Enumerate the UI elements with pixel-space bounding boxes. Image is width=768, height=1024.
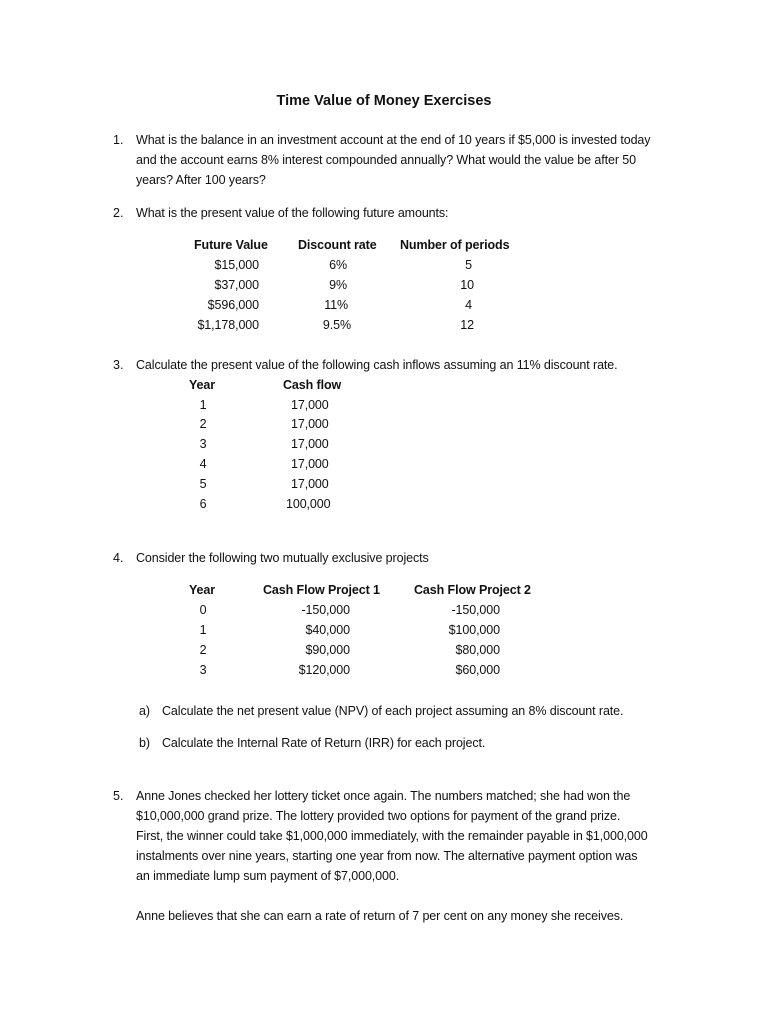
q5-line-4: instalments over nine years, starting one year from now. The alternative payment option was: [136, 849, 638, 863]
q3-cell-year: 5: [199, 477, 207, 491]
q4-text: Consider the following two mutually exclusive projects: [136, 551, 429, 565]
q1-line-1: What is the balance in an investment account at the end of 10 years if $5,000 is invested today: [136, 133, 651, 147]
q5-number: 5.: [113, 789, 124, 803]
q2-cell-periods: 12: [460, 318, 474, 332]
q2-cell-periods: 4: [465, 298, 472, 312]
q4-header-project-2: Cash Flow Project 2: [414, 583, 531, 597]
q3-cell-cash-flow: 100,000: [286, 497, 331, 511]
q2-cell-periods: 5: [465, 258, 472, 272]
q4-cell-project-2: -150,000: [451, 603, 500, 617]
q2-cell-rate: 9%: [329, 278, 347, 292]
q4-cell-project-1: $40,000: [305, 623, 350, 637]
q2-cell-rate: 6%: [329, 258, 347, 272]
q2-cell-periods: 10: [460, 278, 474, 292]
q3-cell-cash-flow: 17,000: [291, 417, 329, 431]
q5-line-2: $10,000,000 grand prize. The lottery provided two options for payment of the grand prize.: [136, 809, 621, 823]
q2-cell-fv: $1,178,000: [197, 318, 259, 332]
q2-header-future-value: Future Value: [194, 238, 268, 252]
q4-cell-project-1: $90,000: [305, 643, 350, 657]
q2-header-discount-rate: Discount rate: [298, 238, 377, 252]
q4-sub-a-label: a): [139, 704, 150, 718]
q3-cell-cash-flow: 17,000: [291, 398, 329, 412]
q3-cell-year: 4: [199, 457, 207, 471]
q5-line-1: Anne Jones checked her lottery ticket once again. The numbers matched; she had won the: [136, 789, 631, 803]
q3-header-year: Year: [189, 378, 216, 392]
q4-cell-project-2: $100,000: [448, 623, 500, 637]
q4-cell-project-2: $80,000: [455, 643, 500, 657]
q2-cell-rate: 9.5%: [322, 318, 351, 332]
q4-cell-year: 1: [199, 623, 207, 637]
q3-cell-cash-flow: 17,000: [291, 457, 329, 471]
q5-line-3: First, the winner could take $1,000,000 immediately, with the remainder payable in $1,000,000: [136, 829, 648, 843]
q5-line-5: an immediate lump sum payment of $7,000,000.: [136, 869, 400, 883]
q3-cell-year: 6: [199, 497, 207, 511]
q2-number: 2.: [113, 206, 124, 220]
q2-cell-fv: $37,000: [214, 278, 259, 292]
q4-cell-year: 3: [199, 663, 207, 677]
q1-line-2: and the account earns 8% interest compounded annually? What would the value be after 50: [136, 153, 636, 167]
q1-number: 1.: [113, 133, 124, 147]
q1-line-3: years? After 100 years?: [136, 173, 266, 187]
q3-text: Calculate the present value of the following cash inflows assuming an 11% discount rate.: [136, 358, 618, 372]
q4-sub-b-label: b): [139, 736, 150, 750]
q2-header-periods: Number of periods: [400, 238, 510, 252]
q3-header-cash-flow: Cash flow: [283, 378, 342, 392]
q3-cell-year: 1: [199, 398, 207, 412]
q2-cell-rate: 11%: [324, 298, 348, 312]
q4-cell-project-1: $120,000: [298, 663, 350, 677]
q4-cell-project-1: -150,000: [301, 603, 350, 617]
q5-followup: Anne believes that she can earn a rate of return of 7 per cent on any money she receives.: [136, 909, 624, 923]
q4-cell-year: 0: [199, 603, 207, 617]
q2-cell-fv: $15,000: [214, 258, 259, 272]
q4-header-project-1: Cash Flow Project 1: [263, 583, 380, 597]
q4-header-year: Year: [189, 583, 216, 597]
page-title: Time Value of Money Exercises: [276, 93, 492, 109]
q2-cell-fv: $596,000: [207, 298, 259, 312]
q3-cell-year: 3: [199, 437, 207, 451]
q3-cell-cash-flow: 17,000: [291, 437, 329, 451]
q3-cell-cash-flow: 17,000: [291, 477, 329, 491]
q4-sub-b-text: Calculate the Internal Rate of Return (IRR) for each project.: [162, 736, 486, 750]
q3-number: 3.: [113, 358, 124, 372]
q4-cell-project-2: $60,000: [455, 663, 500, 677]
q4-cell-year: 2: [199, 643, 207, 657]
q4-sub-a-text: Calculate the net present value (NPV) of each project assuming an 8% discount rate.: [162, 704, 624, 718]
q2-text: What is the present value of the following future amounts:: [136, 206, 449, 220]
q4-number: 4.: [113, 551, 124, 565]
q3-cell-year: 2: [199, 417, 207, 431]
